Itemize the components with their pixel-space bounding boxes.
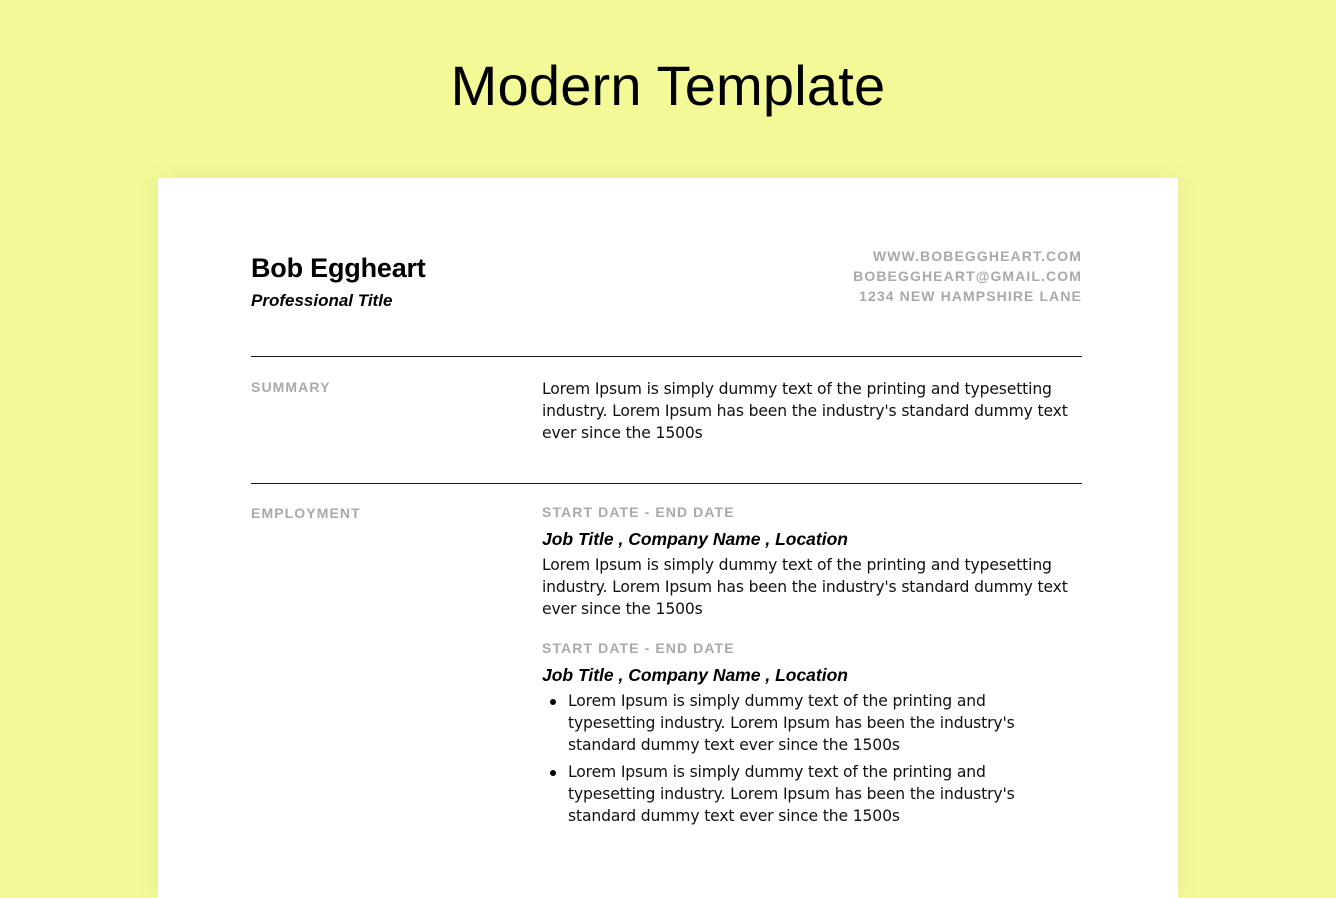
job-entry [542, 503, 1087, 620]
contact-email: BOBEGGHEART@GMAIL.COM [853, 268, 1082, 284]
summary-label: SUMMARY [251, 379, 331, 395]
employment-section [542, 503, 1087, 832]
resume-name: Bob Eggheart [251, 253, 426, 283]
list-item [542, 761, 1030, 827]
list-item [542, 690, 1030, 756]
bullet-text: Lorem Ipsum is simply dummy text of the printing and typesetting industry. Lorem Ipsum has been the industry's standard dummy text ever since the 1500s [568, 692, 1015, 754]
job-description: Lorem Ipsum is simply dummy text of the printing and typesetting industry. Lorem Ipsum has been the industry's standard dummy text ever since the 1500s [542, 556, 1068, 618]
bullet-dot-icon [550, 699, 556, 705]
job-dates: START DATE - END DATE [542, 504, 735, 520]
employment-label: EMPLOYMENT [251, 505, 361, 521]
job-bullet-list [542, 690, 1087, 827]
summary-text: Lorem Ipsum is simply dummy text of the printing and typesetting industry. Lorem Ipsum has been the industry's standard dummy text ever since the 1500s [542, 380, 1068, 442]
page-heading: Modern Template [450, 54, 886, 117]
contact-address: 1234 NEW HAMPSHIRE LANE [859, 288, 1082, 304]
job-dates: START DATE - END DATE [542, 640, 735, 656]
professional-title: Professional Title [251, 291, 393, 310]
resume-card [158, 178, 1178, 898]
summary-section [542, 378, 1087, 444]
job-title-line: Job Title , Company Name , Location [542, 665, 848, 685]
contact-website: WWW.BOBEGGHEART.COM [872, 248, 1082, 264]
bullet-text: Lorem Ipsum is simply dummy text of the printing and typesetting industry. Lorem Ipsum has been the industry's standard dummy text ever since the 1500s [568, 763, 1015, 825]
job-entry [542, 639, 1087, 827]
resume-header [251, 248, 1082, 318]
contact-info [853, 246, 1082, 306]
section-divider [251, 356, 1082, 357]
job-title-line: Job Title , Company Name , Location [542, 529, 848, 549]
section-divider [251, 483, 1082, 484]
bullet-dot-icon [550, 770, 556, 776]
